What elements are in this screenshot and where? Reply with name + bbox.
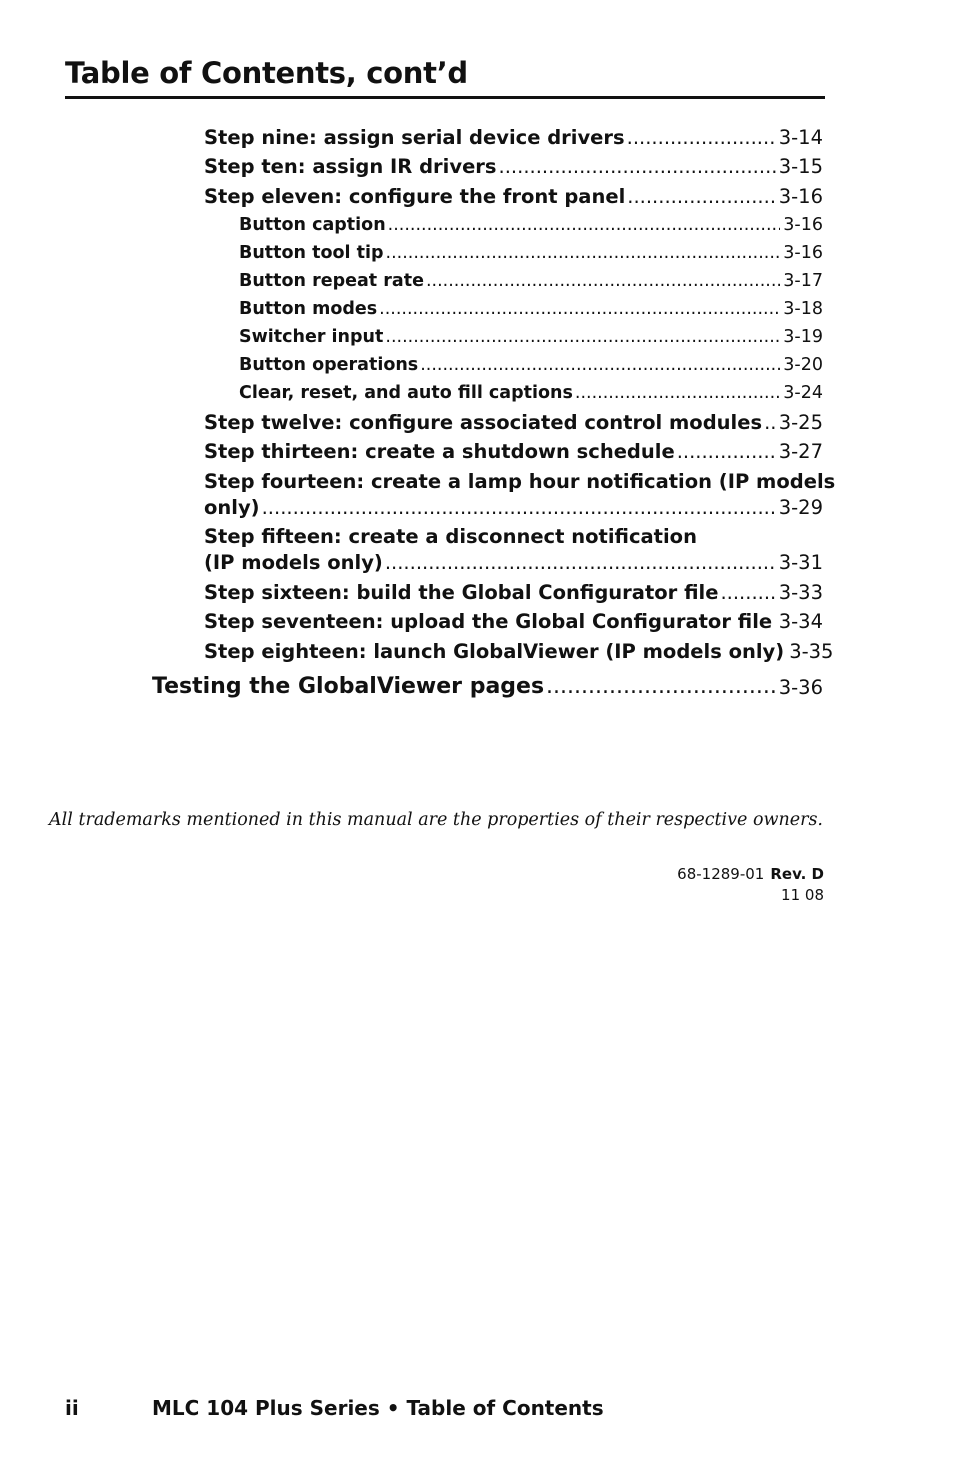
toc-page-number: 3-25 [778,411,823,434]
toc-leader [546,674,776,699]
toc-page-number: 3-16 [778,185,823,208]
toc-page-number: 3-16 [783,215,823,235]
toc-entry-text: Button caption [239,215,386,235]
toc-entry-first-line[interactable]: Step fourteen: create a lamp hour notification (IP models [204,470,836,493]
toc-leader [774,610,776,633]
toc-page-number: 3-15 [778,155,823,178]
toc-subentry[interactable] [239,327,823,347]
trademark-notice: All trademarks mentioned in this manual are the properties of their respective owners. [49,810,823,830]
toc-entry-first-line[interactable]: Step fifteen: create a disconnect notification [204,525,697,548]
footer-page-number: ii [65,1396,79,1420]
page-title: Table of Contents, cont’d [65,56,825,99]
toc-page-number: 3-14 [778,126,823,149]
toc-subentry[interactable] [239,271,823,291]
toc-entry-text: Step seventeen: upload the Global Configurator file [204,610,773,633]
toc-leader [499,155,776,178]
toc-leader [262,496,776,519]
toc-entry-text: Button modes [239,299,378,319]
toc-entry-text: Switcher input [239,327,384,347]
toc-entry-text: Button repeat rate [239,271,424,291]
toc-leader [379,299,780,319]
toc-entry-text: only) [204,496,260,519]
toc-page-number: 3-24 [783,383,823,403]
toc-leader [420,355,780,375]
toc-leader [575,383,780,403]
toc-page-number: 3-17 [783,271,823,291]
toc-subentry[interactable] [239,355,823,375]
toc-page-number: 3-36 [778,676,823,699]
footer-label: MLC 104 Plus Series • Table of Contents [152,1396,604,1420]
toc-page-number: 3-34 [778,610,823,633]
toc-entry-text: (IP models only) [204,551,383,574]
toc-subentry[interactable] [239,383,823,403]
toc-page-number: 3-33 [778,581,823,604]
toc-entry[interactable] [204,551,823,574]
toc-leader [426,271,780,291]
toc-page-number: 3-20 [783,355,823,375]
toc-leader [627,126,776,149]
toc-subentry[interactable] [239,215,823,235]
revision-block [677,864,824,906]
toc-subentry[interactable] [239,243,823,263]
toc-entry[interactable] [204,155,823,178]
toc-entry[interactable] [204,581,823,604]
doc-number: 68-1289-01 [677,865,765,883]
toc-entry[interactable] [204,411,823,434]
toc-entry-text: Step ten: assign IR drivers [204,155,497,178]
toc-page-number: 3-31 [778,551,823,574]
toc-leader [386,243,781,263]
page-footer [65,1396,604,1420]
toc-leader [764,411,776,434]
toc-entry-text: Button operations [239,355,419,375]
toc-page-number: 3-35 [789,640,834,663]
toc-leader [677,440,776,463]
toc-entry[interactable] [204,185,823,208]
toc-subentry[interactable] [239,299,823,319]
toc-entry-text: Testing the GlobalViewer pages [152,674,545,699]
revision-line [677,864,824,885]
toc-entry-text: Step nine: assign serial device drivers [204,126,625,149]
toc-leader [720,581,775,604]
toc-leader [388,215,781,235]
toc-leader [385,327,780,347]
toc-page-number: 3-16 [783,243,823,263]
toc-page-number: 3-29 [778,496,823,519]
toc-page-number: 3-27 [778,440,823,463]
toc-entry-text: Clear, reset, and auto fill captions [239,383,573,403]
toc-entry[interactable] [204,496,823,519]
toc-entry[interactable] [204,126,823,149]
revision-date: 11 08 [781,886,824,904]
toc-section-entry[interactable] [152,674,823,699]
toc-leader [627,185,775,208]
toc-entry-text: Button tool tip [239,243,384,263]
revision-label: Rev. D [770,865,824,883]
toc-entry-text: Step eleven: configure the front panel [204,185,626,208]
toc-entry[interactable] [204,440,823,463]
toc-entry-text: Step sixteen: build the Global Configurator file [204,581,719,604]
toc-entry[interactable] [204,640,834,663]
toc-leader [385,551,776,574]
toc-entry-text: Step eighteen: launch GlobalViewer (IP models only) [204,640,785,663]
toc-page-number: 3-19 [783,327,823,347]
toc-page-number: 3-18 [783,299,823,319]
toc-entry-text: Step twelve: configure associated control modules [204,411,763,434]
toc-entry-text: Step thirteen: create a shutdown schedule [204,440,675,463]
toc-entry[interactable] [204,610,823,633]
